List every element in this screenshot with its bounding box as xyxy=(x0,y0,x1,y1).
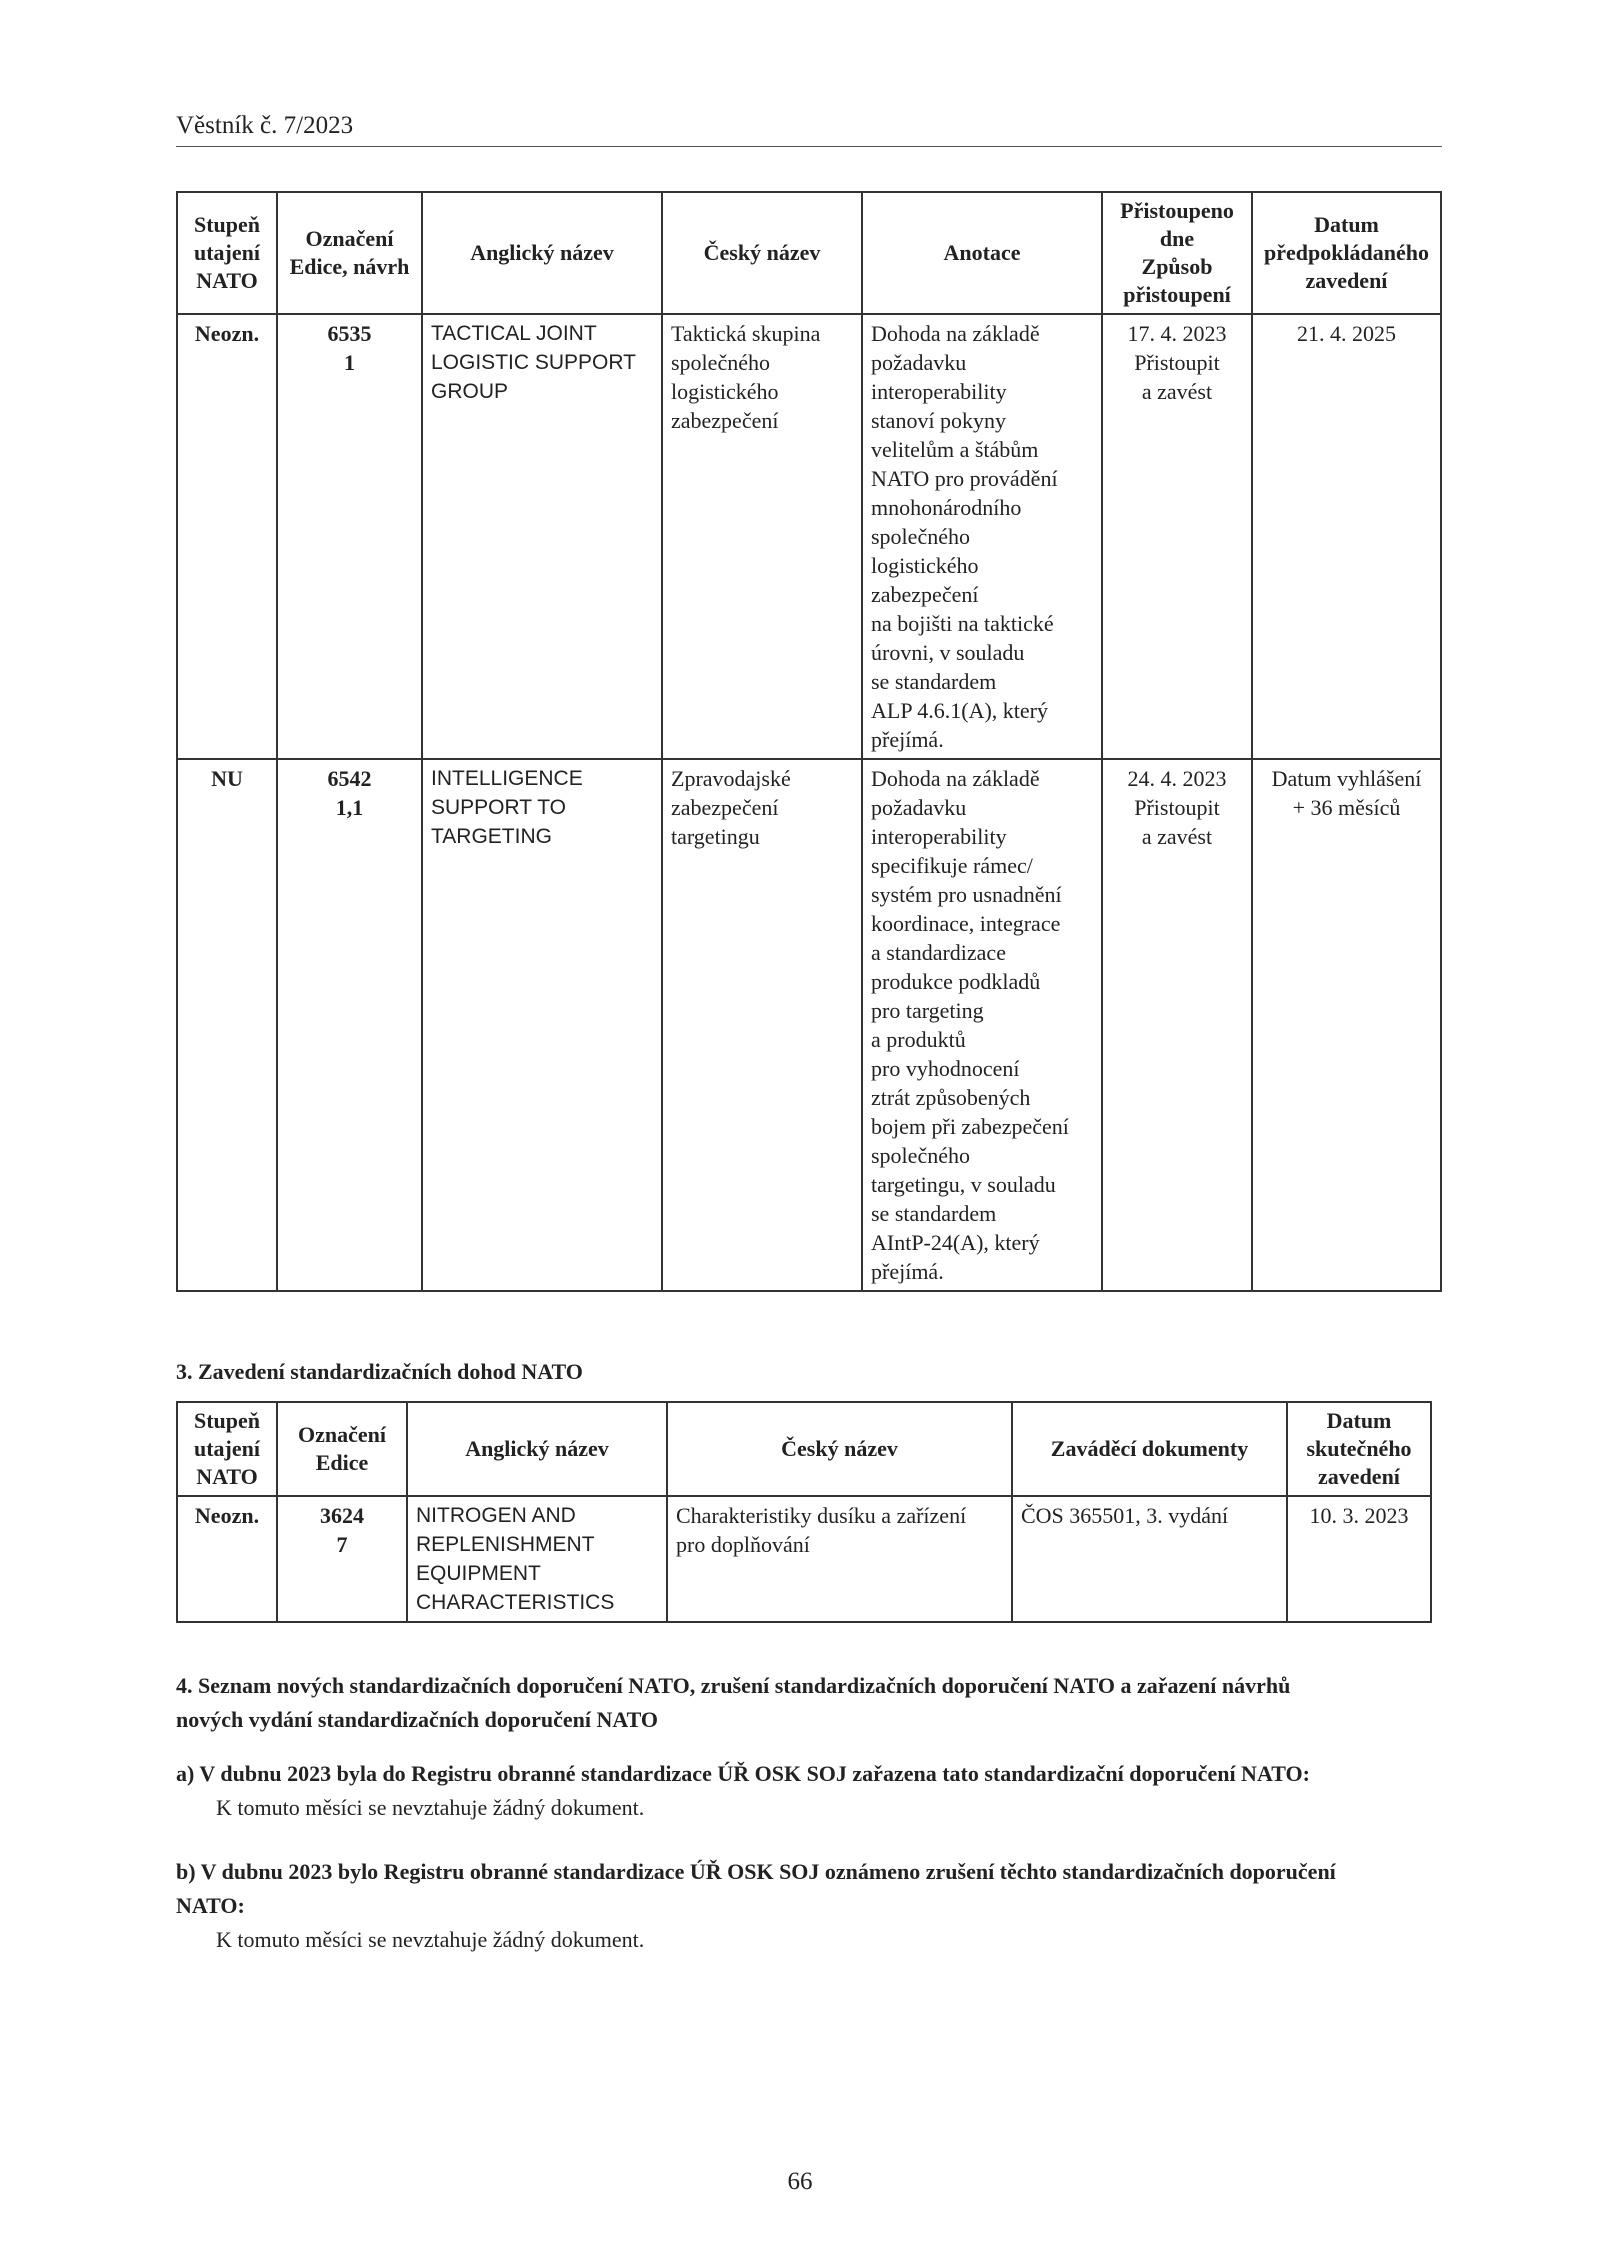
table-header-row xyxy=(177,192,1441,314)
section-4a-text: K tomuto měsíci se nevztahuje žádný dokument. xyxy=(216,1795,645,1820)
col-header-designation: Označení Edice xyxy=(277,1402,407,1496)
table-row xyxy=(177,1496,1431,1622)
col-header-ratification: Přistoupeno dne Způsob přistoupení xyxy=(1102,192,1252,314)
running-header: Věstník č. 7/2023 xyxy=(176,112,1442,147)
cell-designation: 6535 1 xyxy=(277,314,422,759)
section-4b-text: K tomuto měsíci se nevztahuje žádný dokument. xyxy=(216,1927,645,1952)
cell-documents: ČOS 365501, 3. vydání xyxy=(1012,1496,1287,1622)
cell-czech-title: Taktická skupina společného logistického zabezpečení xyxy=(662,314,862,759)
cell-annotation: Dohoda na základě požadavku interoperability specifikuje rámec/ systém pro usnadnění koordinace, integrace a standardizace produkce podkladů pro targeting a produktů pro vyhodnocení ztrát způsobených bojem při zabezpečení společného targetingu, v souladu se standardem AIntP-24(A), který přejímá. xyxy=(862,759,1102,1291)
section-4-title: 4. Seznam nových standardizačních doporučení NATO, zrušení standardizačních doporučení NATO a zařazení návrhů nových vydání standardizačních doporučení NATO xyxy=(176,1673,1291,1732)
section-4a xyxy=(176,1757,1440,1825)
cell-ratification: 17. 4. 2023 Přistoupit a zavést xyxy=(1102,314,1252,759)
implemented-agreements-table xyxy=(176,1401,1432,1623)
col-header-annotation: Anotace xyxy=(862,192,1102,314)
cell-english-title: INTELLIGENCE SUPPORT TO TARGETING xyxy=(422,759,662,1291)
cell-actual-date: 10. 3. 2023 xyxy=(1287,1496,1431,1622)
col-header-designation: Označení Edice, návrh xyxy=(277,192,422,314)
cell-english-title: NITROGEN AND REPLENISHMENT EQUIPMENT CHARACTERISTICS xyxy=(407,1496,667,1622)
cell-expected-date: Datum vyhlášení + 36 měsíců xyxy=(1252,759,1441,1291)
col-header-czech-title: Český název xyxy=(667,1402,1012,1496)
cell-expected-date: 21. 4. 2025 xyxy=(1252,314,1441,759)
col-header-documents: Zaváděcí dokumenty xyxy=(1012,1402,1287,1496)
col-header-expected-date: Datum předpokládaného zavedení xyxy=(1252,192,1441,314)
col-header-classification: Stupeň utajení NATO xyxy=(177,1402,277,1496)
cell-annotation: Dohoda na základě požadavku interoperability stanoví pokyny velitelům a štábům NATO pro provádění mnohonárodního společného logistického zabezpečení na bojišti na taktické úrovni, v souladu se standardem ALP 4.6.1(A), který přejímá. xyxy=(862,314,1102,759)
col-header-english-title: Anglický název xyxy=(422,192,662,314)
section-4a-title: a) V dubnu 2023 byla do Registru obranné standardizace ÚŘ OSK SOJ zařazena tato standardizační doporučení NATO: xyxy=(176,1761,1310,1786)
cell-english-title: TACTICAL JOINT LOGISTIC SUPPORT GROUP xyxy=(422,314,662,759)
table-row xyxy=(177,759,1441,1291)
table-row xyxy=(177,314,1441,759)
col-header-classification: Stupeň utajení NATO xyxy=(177,192,277,314)
cell-classification: Neozn. xyxy=(177,1496,277,1622)
cell-czech-title: Charakteristiky dusíku a zařízení pro doplňování xyxy=(667,1496,1012,1622)
section-3-title: 3. Zavedení standardizačních dohod NATO xyxy=(176,1359,583,1384)
section-4b xyxy=(176,1855,1440,1957)
cell-classification: Neozn. xyxy=(177,314,277,759)
cell-classification: NU xyxy=(177,759,277,1291)
table-header-row xyxy=(177,1402,1431,1496)
col-header-czech-title: Český název xyxy=(662,192,862,314)
section-4b-title: b) V dubnu 2023 bylo Registru obranné standardizace ÚŘ OSK SOJ oznámeno zrušení těchto standardizačních doporučení NATO: xyxy=(176,1859,1336,1918)
col-header-actual-date: Datum skutečného zavedení xyxy=(1287,1402,1431,1496)
standardization-agreements-table xyxy=(176,191,1442,1292)
col-header-english-title: Anglický název xyxy=(407,1402,667,1496)
page-number: 66 xyxy=(787,2168,813,2195)
cell-designation: 3624 7 xyxy=(277,1496,407,1622)
cell-ratification: 24. 4. 2023 Přistoupit a zavést xyxy=(1102,759,1252,1291)
cell-designation: 6542 1,1 xyxy=(277,759,422,1291)
cell-czech-title: Zpravodajské zabezpečení targetingu xyxy=(662,759,862,1291)
